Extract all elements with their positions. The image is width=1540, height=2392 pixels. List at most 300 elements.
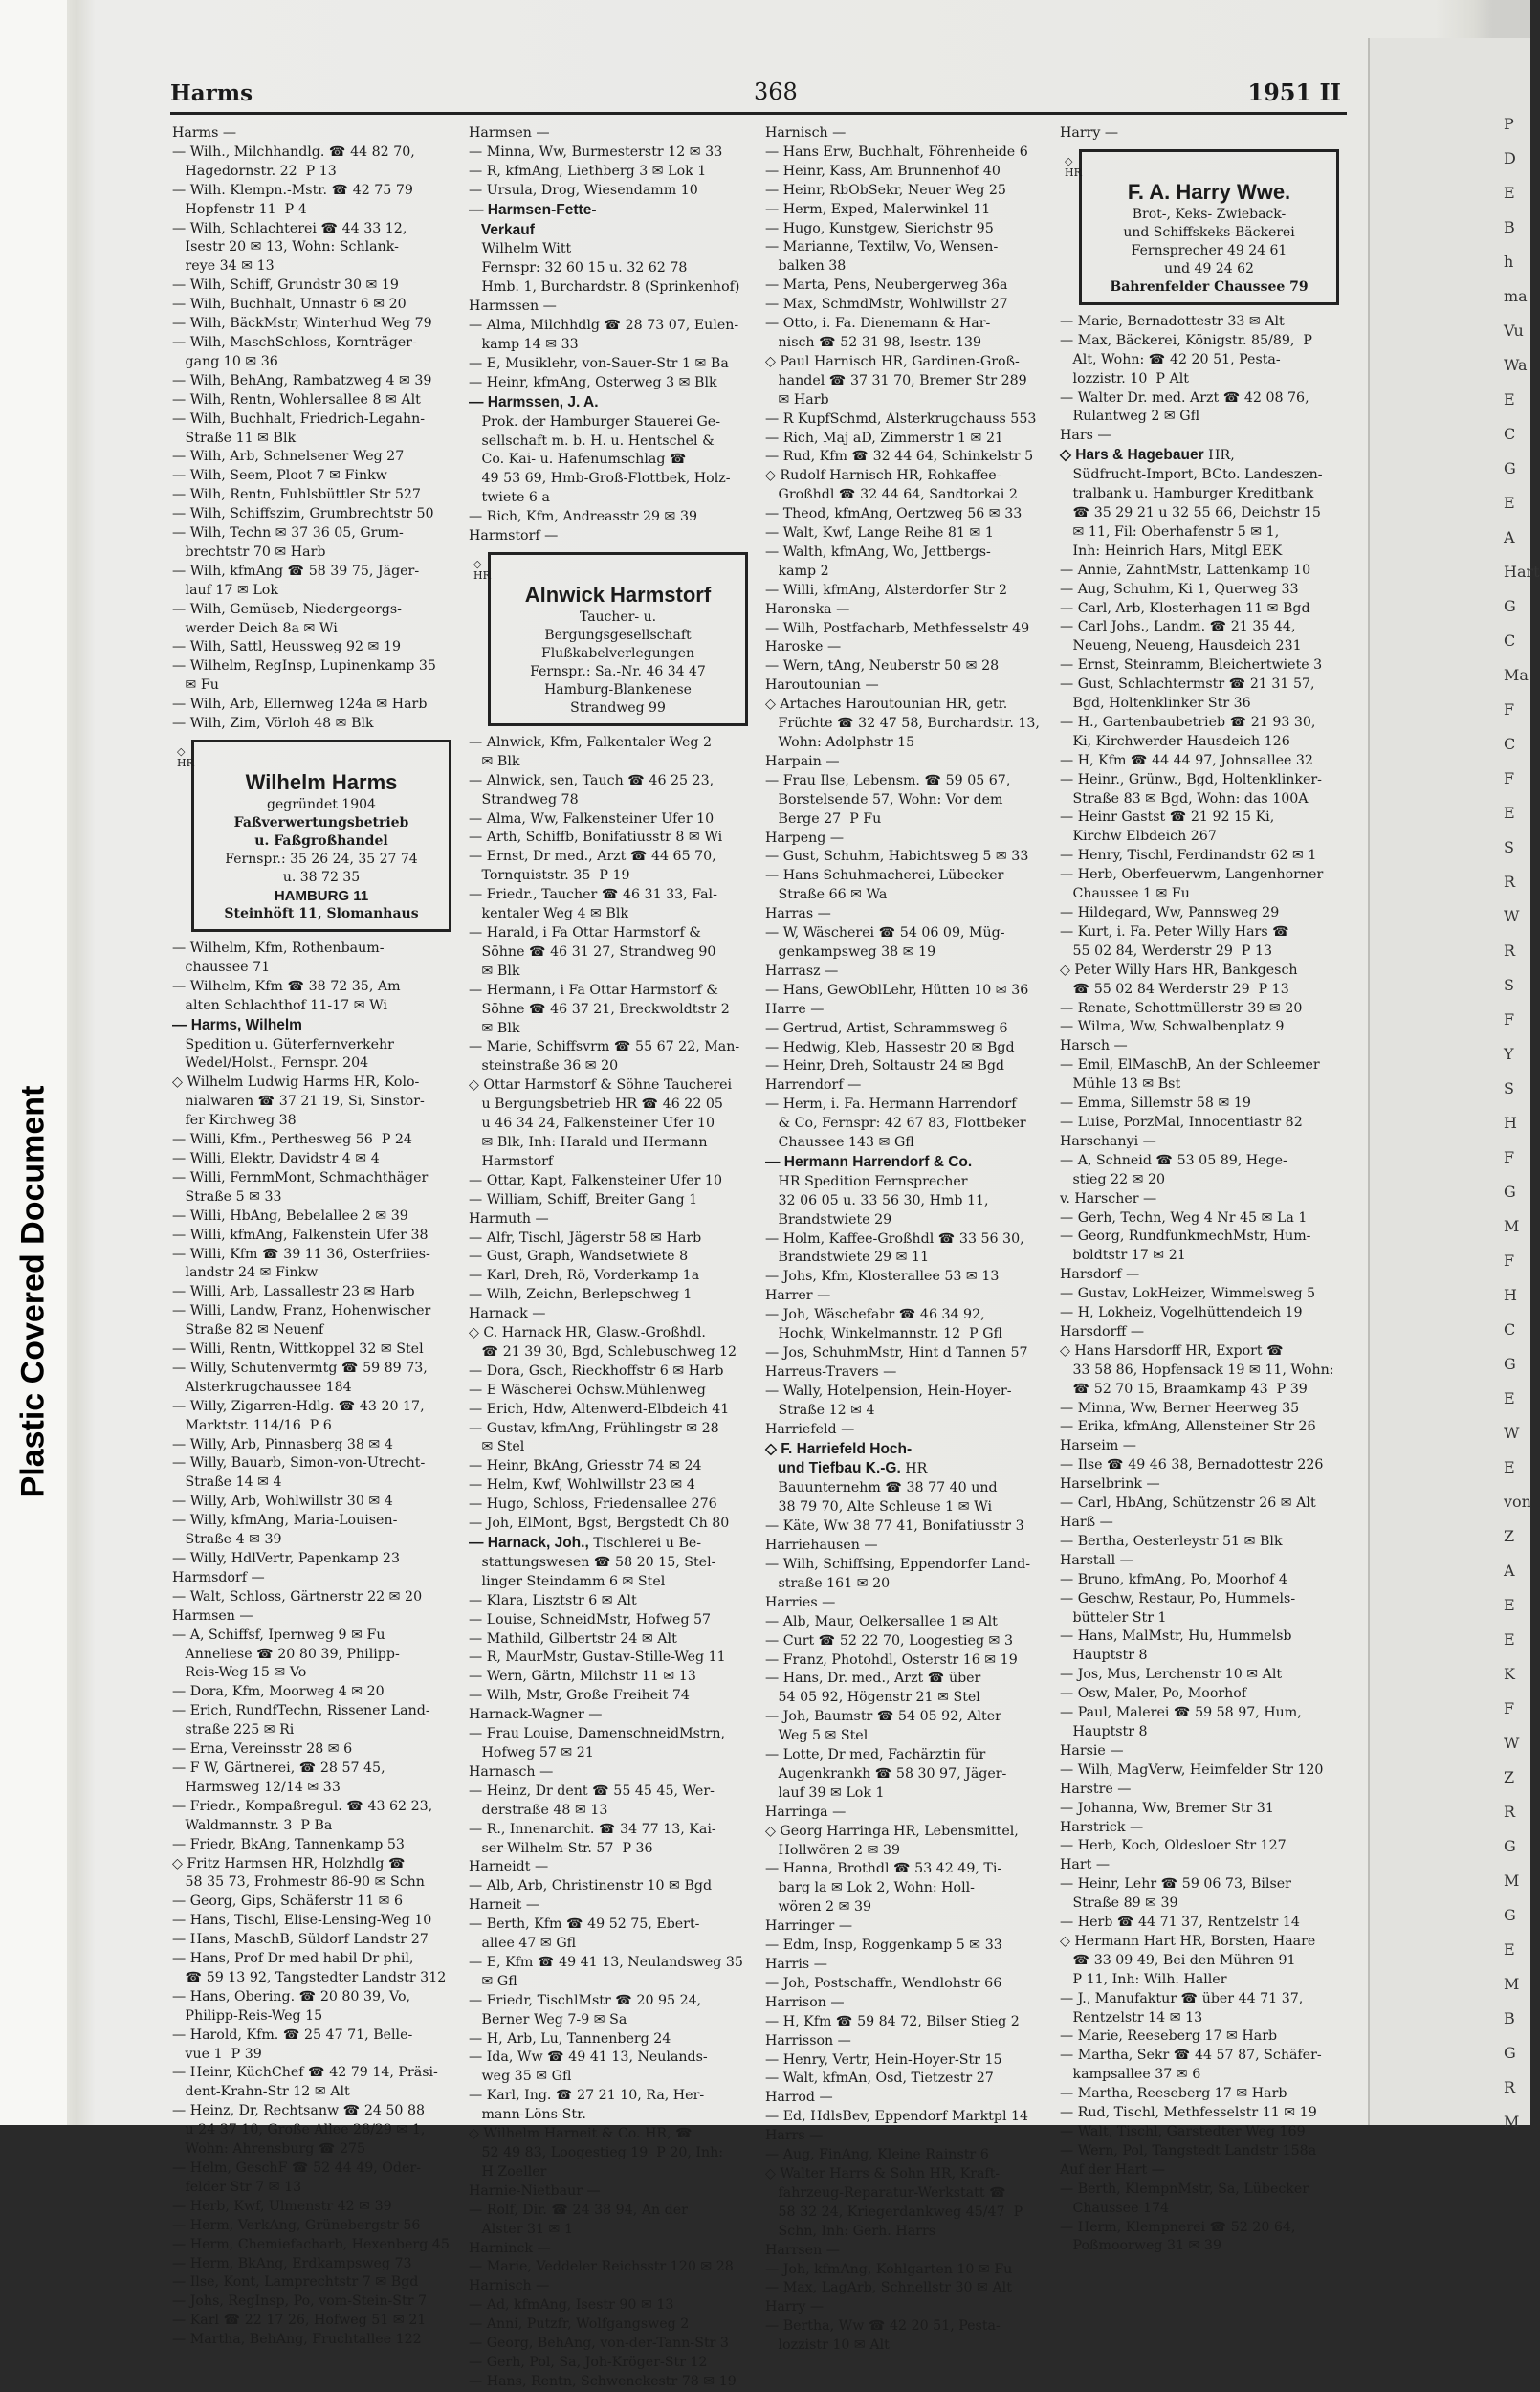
directory-entry-line: — Gustav, kfmAng, Frühlingstr ✉ 28 <box>469 1420 719 1436</box>
directory-entry-line: Harrasz — <box>765 963 839 979</box>
directory-entry-line: — Wilh, Techn ✉ 37 36 05, Grum- <box>172 525 404 542</box>
directory-entry-line: — Franz, Photohdl, Osterstr 16 ✉ 19 <box>765 1651 1018 1668</box>
directory-entry-line: — Willi, Rentn, Wittkoppel 32 ✉ Stel <box>172 1341 424 1358</box>
directory-entry-line: — Heinr., Grünw., Bgd, Holtenklinker- <box>1060 771 1322 787</box>
directory-entry-line: Straße 82 ✉ Neuenf <box>172 1322 324 1339</box>
directory-entry-line: Borstelsende 57, Wohn: Vor dem <box>765 791 1003 808</box>
directory-entry-line: 32 06 05 u. 33 56 30, Hmb 11, <box>765 1192 989 1208</box>
next-page-fragment: M <box>1504 1217 1520 1235</box>
directory-entry-line: — Wilh, MagVerw, Heimfelder Str 120 <box>1060 1761 1324 1778</box>
directory-entry-line: — Heinr, Kass, Am Brunnenhof 40 <box>765 163 1001 179</box>
directory-entry-line: kentaler Weg 4 ✉ Blk <box>469 906 628 922</box>
directory-entry-line <box>469 393 748 413</box>
directory-entry-line: — Johs, RegInsp, Po, vom-Stein-Str 7 <box>172 2293 428 2310</box>
directory-entry-line: Harmsdorf — <box>172 1569 265 1585</box>
directory-entry-line: 55 02 84, Werderstr 29 P 13 <box>1060 942 1273 959</box>
next-page-fragment: Y <box>1504 1045 1514 1063</box>
directory-entry-line: Harms — <box>172 125 237 141</box>
directory-entry-line: — Wern, tAng, Neuberstr 50 ✉ 28 <box>765 658 1000 675</box>
directory-entry-line: — Marta, Pens, Neubergerweg 36a <box>765 277 1008 294</box>
directory-entry-line: Harre — <box>765 1001 825 1017</box>
directory-entry-line: — E Wäscherei Ochsw.Mühlenweg <box>469 1382 706 1398</box>
firm-name: ◇ F. Harriefeld Hoch- <box>765 1440 913 1457</box>
directory-entry-line: handel ☎ 37 31 70, Bremer Str 289 <box>765 372 1027 388</box>
directory-entry-line: — Wilh, Schlachterei ☎ 44 33 12, <box>172 220 407 236</box>
advertisement-line: Flußkabelverlegungen <box>540 645 695 661</box>
advertisement-box <box>177 740 451 932</box>
directory-entry-line: — Bruno, kfmAng, Po, Moorhof 4 <box>1060 1571 1287 1587</box>
next-page-fragment: Ma <box>1504 666 1529 684</box>
next-page-fragment: R <box>1504 873 1516 891</box>
directory-entry-line: Harriehausen — <box>765 1538 878 1554</box>
directory-entry-line: Haroske — <box>765 639 842 655</box>
directory-entry-line: — Heinr, Dreh, Soltaustr 24 ✉ Bgd <box>765 1058 1005 1074</box>
directory-entry-line: — Marie, Bernadottestr 33 ✉ Alt <box>1060 313 1285 329</box>
directory-entry-line: — Lotte, Dr med, Fachärztin für <box>765 1747 986 1763</box>
directory-entry-line: chaussee 71 <box>172 959 271 975</box>
directory-entry-line: — Marie, Veddeler Reichsstr 120 ✉ 28 <box>469 2259 734 2275</box>
directory-entry-line: — Mathild, Gilbertstr 24 ✉ Alt <box>469 1630 677 1647</box>
directory-entry-line: derstraße 48 ✉ 13 <box>469 1802 608 1818</box>
next-page-fragment: B <box>1504 2009 1515 2027</box>
advertisement-line: Alnwick Harmstorf <box>524 582 712 607</box>
directory-entry-line: — W, Wäscherei ☎ 54 06 09, Müg- <box>765 925 1005 941</box>
directory-entry-line: ✉ Fu <box>172 677 219 694</box>
directory-entry-line: — Wilh, Rentn, Fuhlsbüttler Str 527 <box>172 487 421 503</box>
next-page-fragment: C <box>1504 1320 1516 1339</box>
directory-page <box>143 53 1349 2389</box>
directory-entry-line: — Alma, Ww, Falkensteiner Ufer 10 <box>469 810 715 827</box>
advertisement-line: Hamburg-Blankenese <box>544 681 692 698</box>
directory-entry-line: — Wilhelm, RegInsp, Lupinenkamp 35 <box>172 658 436 675</box>
directory-entry-line: — Herb ☎ 44 71 37, Rentzelstr 14 <box>1060 1915 1300 1931</box>
directory-entry-line: — Hans, Tischl, Elise-Lensing-Weg 10 <box>172 1913 432 1929</box>
directory-entry-line: Hofweg 57 ✉ 21 <box>469 1744 594 1761</box>
directory-entry-line: ✉ Blk <box>469 753 520 769</box>
directory-entry-line: — Dora, Kfm, Moorweg 4 ✉ 20 <box>172 1684 385 1700</box>
directory-entry-line: Wohn: Ahrensburg ☎ 275 <box>172 2141 366 2158</box>
directory-entry-line: genkampsweg 38 ✉ 19 <box>765 943 936 960</box>
directory-entry-line: — H, Arb, Lu, Tannenberg 24 <box>469 2030 671 2047</box>
advertisement-line: Taucher- u. <box>579 609 657 625</box>
directory-entry-line: — Wilh, BehAng, Rambatzweg 4 ✉ 39 <box>172 372 432 388</box>
directory-entry-line: — Wilh, Schiff, Grundstr 30 ✉ 19 <box>172 277 399 294</box>
next-page-fragment: F <box>1504 1148 1515 1166</box>
next-page-fragment: S <box>1504 838 1514 856</box>
directory-entry-line: Harnasch — <box>469 1763 554 1780</box>
directory-entry-line: Harschanyi — <box>1060 1133 1156 1149</box>
directory-entry-line: — Herb, Kwf, Ulmenstr 42 ✉ 39 <box>172 2198 392 2214</box>
next-page-fragment: C <box>1504 631 1516 650</box>
next-page-fragment: R <box>1504 2078 1516 2096</box>
next-page-fragment: G <box>1504 1906 1516 1924</box>
directory-entry-line: Hagedornstr. 22 P 13 <box>172 163 337 179</box>
directory-entry-line: — Willi, HbAng, Bebelallee 2 ✉ 39 <box>172 1207 408 1224</box>
directory-entry-line: — Bertha, Ww ☎ 42 20 51, Pesta- <box>765 2318 1001 2335</box>
directory-entry-line: — Jos, Mus, Lerchenstr 10 ✉ Alt <box>1060 1667 1283 1683</box>
directory-entry-line: Alt, Wohn: ☎ 42 20 51, Pesta- <box>1060 351 1281 367</box>
directory-entry-line: Neueng, Neueng, Hausdeich 231 <box>1060 638 1302 654</box>
directory-entry-line: — R, kfmAng, Liethberg 3 ✉ Lok 1 <box>469 163 707 179</box>
directory-entry-line: — Helm, Kwf, Wohlwillstr 23 ✉ 4 <box>469 1477 695 1494</box>
directory-entry-line: Harrsen — <box>765 2242 840 2258</box>
directory-entry-line: — Hans Erw, Buchhalt, Föhrenheide 6 <box>765 144 1028 160</box>
directory-entry-line: lozzistr 10 ✉ Alt <box>765 2337 890 2354</box>
directory-entry-line: — Herb, Oberfeuerwm, Langenhorner <box>1060 867 1324 883</box>
directory-entry-line: ◇ Artaches Haroutounian HR, getr. <box>765 697 1008 713</box>
directory-entry-line: — Willy, Arb, Wohlwillstr 30 ✉ 4 <box>172 1494 393 1510</box>
directory-entry-line: — Ernst, Dr med., Arzt ☎ 44 65 70, <box>469 849 716 865</box>
directory-entry-line: Straße 66 ✉ Wa <box>765 887 888 903</box>
directory-entry-line: ◇ Fritz Harmsen HR, Holzhdlg ☎ <box>172 1855 406 1872</box>
next-page-fragment: C <box>1504 425 1516 443</box>
next-page-fragment: Wa <box>1504 356 1528 374</box>
year-volume: 1951 II <box>1247 78 1341 106</box>
directory-entry-line: — Willi, Elektr, Davidstr 4 ✉ 4 <box>172 1150 380 1166</box>
directory-entry-line: — Walt, Kwf, Lange Reihe 81 ✉ 1 <box>765 525 994 542</box>
directory-entry-line: — Herm, Exped, Malerwinkel 11 <box>765 201 991 217</box>
directory-entry-line: — Geschw, Restaur, Po, Hummels- <box>1060 1590 1296 1606</box>
directory-entry-line: — Harold, Kfm. ☎ 25 47 71, Belle- <box>172 2027 413 2043</box>
directory-entry-line: Harrer — <box>765 1288 831 1304</box>
next-page-fragment: G <box>1504 2044 1516 2062</box>
directory-entry-line: — Paul, Malerei ☎ 59 58 97, Hum, <box>1060 1705 1302 1721</box>
directory-entry-line: — Hans, GewOblLehr, Hütten 10 ✉ 36 <box>765 982 1029 998</box>
directory-entry-line: Chaussee 143 ✉ Gfl <box>765 1135 914 1151</box>
directory-entry-line: — Herb, Koch, Oldesloer Str 127 <box>1060 1838 1287 1854</box>
directory-entry-line: — Wilh, Gemüseb, Niedergeorgs- <box>172 601 402 617</box>
directory-entry-line: v. Harscher — <box>1060 1190 1157 1207</box>
directory-entry-line: Reis-Weg 15 ✉ Vo <box>172 1665 307 1681</box>
directory-entry-line: gang 10 ✉ 36 <box>172 353 278 369</box>
directory-entry-line: — Wilh, Seem, Ploot 7 ✉ Finkw <box>172 468 387 484</box>
directory-entry-line: ☎ 52 70 15, Braamkamp 43 P 39 <box>1060 1381 1308 1397</box>
directory-entry-line: — Wilh, Postfacharb, Methfesselstr 49 <box>765 620 1030 636</box>
directory-entry-line: — Willy, Bauarb, Simon-von-Utrecht- <box>172 1455 426 1472</box>
directory-entry-line: Auf der Hart — <box>1060 2161 1165 2178</box>
directory-entry-line: — Martha, BehAng, Fruchtallee 122 <box>172 2332 422 2348</box>
directory-entry-line: Harmsen — <box>172 1607 253 1624</box>
directory-entry-line: barg la ✉ Lok 2, Wohn: Holl- <box>765 1880 975 1896</box>
directory-entry-line: — Jos, SchuhmMstr, Hint d Tannen 57 <box>765 1345 1028 1361</box>
next-page-fragment: Hart <box>1504 563 1540 581</box>
directory-entry-line: — Luise, PorzMal, Innocentiastr 82 <box>1060 1114 1303 1130</box>
directory-entry-line: ☎ 55 02 84 Werderstr 29 P 13 <box>1060 981 1289 997</box>
directory-entry-line: straße 161 ✉ 20 <box>765 1575 891 1591</box>
next-page-fragment: F <box>1504 1251 1515 1270</box>
advertisement-line: Faßverwertungsbetrieb <box>233 815 409 831</box>
next-page-fragment: H <box>1504 1286 1517 1304</box>
directory-entry-line: — Heinr, kfmAng, Osterweg 3 ✉ Blk <box>469 374 717 390</box>
next-page-fragment: F <box>1504 769 1515 787</box>
next-page-fragment: E <box>1504 1458 1515 1476</box>
directory-entry-line: — Georg, Gips, Schäferstr 11 ✉ 6 <box>172 1894 404 1910</box>
directory-entry-line: — Willi, Arb, Lassallestr 23 ✉ Harb <box>172 1284 415 1300</box>
next-page-fragment: E <box>1504 1940 1515 1959</box>
column-4 <box>1060 124 1339 2256</box>
directory-entry-line: Wohn: Adolphstr 15 <box>765 735 915 750</box>
directory-entry-line: — Curt ☎ 52 22 70, Loogestieg ✉ 3 <box>765 1632 1013 1649</box>
directory-entry-line: ◇ Wilhelm Ludwig Harms HR, Kolo- <box>172 1074 420 1091</box>
next-page-fragment: S <box>1504 1079 1514 1097</box>
directory-entry-line: — Hugo, Kunstgew, Sierichstr 95 <box>765 220 994 236</box>
page-number: 368 <box>754 78 798 105</box>
directory-entry-line: — Carl Johs., Landm. ☎ 21 35 44, <box>1060 619 1296 635</box>
directory-entry-line: — Renate, Schottmüllerstr 39 ✉ 20 <box>1060 1000 1303 1016</box>
directory-entry-line: Harstall — <box>1060 1552 1133 1568</box>
directory-entry-line: — Wally, Hotelpension, Hein-Hoyer- <box>765 1383 1012 1399</box>
directory-entry-line: werder Deich 8a ✉ Wi <box>172 620 338 636</box>
directory-entry-line: lauf 39 ✉ Lok 1 <box>765 1784 885 1801</box>
directory-entry-line: — Karl ☎ 22 17 26, Hofweg 51 ✉ 21 <box>172 2313 427 2329</box>
directory-entry-line: — Wern, Pol, Tangstedt Landstr 158a <box>1060 2142 1317 2159</box>
directory-entry-line: Straße 4 ✉ 39 <box>172 1532 282 1548</box>
directory-entry-line: Harpeng — <box>765 830 845 846</box>
directory-entry-line: ◇ Peter Willy Hars HR, Bankgesch <box>1060 962 1298 978</box>
directory-entry-line: — Rud, Tischl, Methfesselstr 11 ✉ 19 <box>1060 2105 1317 2121</box>
directory-entry-line: Harmsen — <box>469 125 550 141</box>
directory-entry-line: Harry — <box>765 2299 825 2315</box>
directory-entry-line: Harringer — <box>765 1918 853 1935</box>
directory-entry-line: Bgd, Holtenklinker Str 36 <box>1060 696 1251 712</box>
advertisement-line: Bahrenfelder Chaussee 79 <box>1110 278 1309 295</box>
directory-entry-line: — Wilh, Schiffszim, Grumbrechtstr 50 <box>172 506 434 522</box>
next-page-fragment: F <box>1504 1699 1515 1717</box>
directory-entry-line: balken 38 <box>765 258 847 275</box>
directory-entry-line: — Wilh, Zeichn, Berlepschweg 1 <box>469 1287 693 1303</box>
directory-entry-line: H Zoeller <box>469 2163 547 2180</box>
hr-register-mark: ◇ HR <box>473 557 491 582</box>
directory-entry-line: — Wilh, Buchhalt, Friedrich-Legahn- <box>172 410 426 427</box>
directory-entry-line: — Käte, Ww 38 77 41, Bonifatiusstr 3 <box>765 1518 1024 1535</box>
directory-entry-line: — Kurt, i. Fa. Peter Willy Hars ☎ <box>1060 923 1289 940</box>
next-page-fragment: E <box>1504 184 1515 202</box>
directory-entry-line: 49 53 69, Hmb-Groß-Flottbek, Holz- <box>469 471 731 487</box>
directory-entry-line: — Wilh. Klempn.-Mstr. ☎ 42 75 79 <box>172 182 413 198</box>
directory-entry-line: ☎ 21 39 30, Bgd, Schlebuschweg 12 <box>469 1343 737 1360</box>
directory-entry-line: Hauptstr 8 <box>1060 1723 1148 1739</box>
directory-entry-line: Brandstwiete 29 ✉ 11 <box>765 1250 930 1266</box>
directory-entry-line: Harmuth — <box>469 1210 549 1227</box>
directory-entry-line: Hochk, Winkelmannstr. 12 P Gfl <box>765 1326 1003 1342</box>
directory-entry-line: — Theod, kfmAng, Oertzweg 56 ✉ 33 <box>765 506 1023 522</box>
directory-entry-line: 52 49 83, Loogestieg 19 P 20, Inh: <box>469 2145 724 2160</box>
directory-entry-line: Alster 31 ✉ 1 <box>469 2221 573 2237</box>
directory-entry-line: — Wilh, BäckMstr, Winterhud Weg 79 <box>172 316 432 332</box>
next-page-fragment: ma <box>1504 287 1528 305</box>
directory-entry-line: — Gust, Graph, Wandsetwiete 8 <box>469 1249 689 1265</box>
directory-entry-line: — Wilh, MaschSchloss, Kornträger- <box>172 334 417 350</box>
directory-entry-line: Harsdorf — <box>1060 1267 1140 1283</box>
directory-entry-line: — Walt, Schloss, Gärtnerstr 22 ✉ 20 <box>172 1588 423 1605</box>
directory-entry-line: — Rud, Kfm ☎ 32 44 64, Schinkelstr 5 <box>765 449 1034 465</box>
next-page-fragment: P <box>1504 115 1514 133</box>
advertisement-line: Wilhelm Harms <box>245 770 398 794</box>
directory-entry-line: tralbank u. Hamburger Kreditbank <box>1060 486 1314 502</box>
directory-entry-line: — Herm, BkAng, Erdkampsweg 73 <box>172 2255 412 2271</box>
directory-entry-line: Hart — <box>1060 1857 1111 1873</box>
directory-entry-line: ☎ 35 29 21 u 32 55 66, Deichstr 15 <box>1060 504 1321 520</box>
next-page-fragment: E <box>1504 804 1515 822</box>
next-page-fragment: C <box>1504 735 1516 753</box>
next-page-fragment: R <box>1504 941 1516 960</box>
directory-entry-line: dent-Krahn-Str 12 ✉ Alt <box>172 2084 350 2100</box>
directory-entry-line: Harß — <box>1060 1515 1113 1530</box>
directory-entry-line: Harnisch — <box>469 2278 550 2294</box>
directory-entry-line: — Willi, Kfm ☎ 39 11 36, Osterfriies- <box>172 1246 430 1262</box>
directory-entry-line: — R., Innenarchit. ☎ 34 77 13, Kai- <box>469 1821 716 1837</box>
directory-entry-line: Schn, Inh: Gerh. Harrs <box>765 2223 936 2239</box>
directory-entry-line: und Tiefbau K.-G. HR <box>765 1460 928 1477</box>
directory-entry-line: — Martha, Reeseberg 17 ✉ Harb <box>1060 2086 1287 2102</box>
directory-entry-line: — Wilh., Milchhandlg. ☎ 44 82 70, <box>172 144 415 160</box>
directory-entry-line: — Arth, Schiffb, Bonifatiusstr 8 ✉ Wi <box>469 830 723 846</box>
directory-entry-line: ◇ Rudolf Harnisch HR, Rohkaffee- <box>765 468 1001 484</box>
directory-entry-line: — Max, SchmdMstr, Wohlwillstr 27 <box>765 297 1008 313</box>
advertisement-line: gegründet 1904 <box>267 797 376 812</box>
directory-entry-line: ✉ Stel <box>469 1439 525 1455</box>
next-page-fragment: A <box>1504 528 1515 546</box>
directory-entry-line: — Johs, Kfm, Klosterallee 53 ✉ 13 <box>765 1269 1000 1285</box>
directory-entry-line: — Alnwick, Kfm, Falkentaler Weg 2 <box>469 734 713 750</box>
directory-entry-line: ◇ Wilhelm Harneit & Co. HR, ☎ <box>469 2126 693 2142</box>
directory-entry-line: ◇ C. Harnack HR, Glasw.-Großhdl. <box>469 1325 706 1341</box>
directory-entry-line: — Holm, Kaffee-Großhdl ☎ 33 56 30, <box>765 1230 1024 1247</box>
next-page-fragment: h <box>1504 253 1514 271</box>
directory-entry-line: mann-Löns-Str. <box>469 2107 586 2123</box>
directory-entry-line: Hmb. 1, Burchardstr. 8 (Sprinkenhof) <box>469 279 740 296</box>
directory-entry-line: — Alfr, Tischl, Jägerstr 58 ✉ Harb <box>469 1229 702 1246</box>
directory-entry-line: Hollwören 2 ✉ 39 <box>765 1842 901 1858</box>
directory-entry-line: — Heinr, KüchChef ☎ 42 79 14, Präsi- <box>172 2065 438 2081</box>
directory-entry-line: Harnack — <box>469 1306 546 1322</box>
directory-entry-line: — H, Kfm ☎ 44 44 97, Johnsallee 32 <box>1060 752 1313 768</box>
directory-entry-line: Inh: Heinrich Hars, Mitgl EEK <box>1060 543 1283 559</box>
directory-entry-line: — Ilse ☎ 49 46 38, Bernadottestr 226 <box>1060 1457 1324 1473</box>
directory-entry-line: — Joh, Baumstr ☎ 54 05 92, Alter <box>765 1709 1001 1725</box>
directory-entry-line: ◇ Hermann Hart HR, Borsten, Haare <box>1060 1933 1316 1949</box>
directory-entry-line: Chaussee 174 <box>1060 2200 1170 2216</box>
directory-entry-line: — Willy, Zigarren-Hdlg. ☎ 43 20 17, <box>172 1398 425 1414</box>
directory-entry-line: Harrisson — <box>765 2032 851 2049</box>
next-page-fragment: E <box>1504 494 1515 512</box>
directory-entry-line: — Hedwig, Kleb, Hassestr 20 ✉ Bgd <box>765 1039 1015 1055</box>
advertisement-line: F. A. Harry Wwe. <box>1127 179 1291 204</box>
directory-entry-line: — Herm, Chemiefacharb, Hexenberg 45 <box>172 2236 450 2252</box>
directory-entry-line: Tornquiststr. 35 P 19 <box>469 868 630 884</box>
next-page-fragment: E <box>1504 1596 1515 1614</box>
directory-entry-line: — Georg, BehAng, von-der-Tann-Str 3 <box>469 2336 729 2352</box>
firm-name: — Harnack, Joh., <box>469 1535 589 1551</box>
directory-entry-line: — Wilh, Rentn, Wohlersallee 8 ✉ Alt <box>172 391 421 408</box>
directory-entry-line: Harninck — <box>469 2240 551 2256</box>
directory-entry-line: — Ernst, Steinramm, Bleichertwiete 3 <box>1060 657 1323 674</box>
advertisement-line: Fernspr.: 35 26 24, 35 27 74 <box>225 852 418 867</box>
directory-entry-line: Haronska — <box>765 601 850 617</box>
directory-entry-line: — Max, Bäckerei, Königstr. 85/89, P <box>1060 332 1312 348</box>
directory-entry-line: ◇ Ottar Harmstorf & Söhne Taucherei <box>469 1077 733 1094</box>
directory-entry-line: Harmstorf <box>469 1153 554 1169</box>
directory-entry-line: Brandstwiete 29 <box>765 1211 892 1228</box>
directory-entry-line: Harsdorff — <box>1060 1323 1145 1340</box>
directory-entry-line: bütteler Str 1 <box>1060 1609 1167 1626</box>
directory-entry-line: kamp 14 ✉ 33 <box>469 336 579 352</box>
column-2 <box>469 124 748 2392</box>
directory-entry-line: Harringa — <box>765 1804 847 1820</box>
directory-entry-line: Harseim — <box>1060 1438 1136 1454</box>
next-page-fragment: G <box>1504 459 1516 477</box>
directory-entry-line: Spedition u. Güterfernverkehr <box>172 1036 394 1052</box>
directory-entry-line: — Willy, kfmAng, Maria-Louisen- <box>172 1513 398 1529</box>
next-page-fragment: E <box>1504 390 1515 409</box>
directory-entry-line: Harrs — <box>765 2128 824 2144</box>
directory-entry-line: — Harald, i Fa Ottar Harmstorf & <box>469 925 701 941</box>
directory-entry-line: Harmstorf — <box>469 528 559 544</box>
directory-entry-line: — Hans, Dr. med., Arzt ☎ über <box>765 1671 981 1687</box>
advertisement-line: Strandweg 99 <box>570 699 666 716</box>
directory-entry-line: P 11, Inh: Wilh. Haller <box>1060 1971 1227 1987</box>
firm-name: — Hermann Harrendorf & Co. <box>765 1153 973 1170</box>
directory-entry-line: — Hildegard, Ww, Pannsweg 29 <box>1060 905 1280 920</box>
directory-entry-line: — Marie, Reeseberg 17 ✉ Harb <box>1060 2028 1278 2045</box>
directory-entry-line: Mühle 13 ✉ Bst <box>1060 1076 1181 1093</box>
directory-entry-line: u 46 34 24, Falkensteiner Ufer 10 <box>469 1116 715 1132</box>
directory-entry-line: — F W, Gärtnerei, ☎ 28 57 45, <box>172 1760 385 1776</box>
directory-entry-line: — Bertha, Oesterleystr 51 ✉ Blk <box>1060 1533 1283 1549</box>
advertisement-line: u. Faßgroßhandel <box>254 833 388 849</box>
advertisement-box <box>1065 149 1339 305</box>
next-page-fragment: B <box>1504 218 1515 236</box>
directory-entry-line: Söhne ☎ 46 31 27, Strandweg 90 <box>469 943 716 960</box>
column-3 <box>765 124 1045 2356</box>
directory-entry-line: Harsie — <box>1060 1742 1124 1759</box>
directory-entry-line: — Wilhelm, Kfm ☎ 38 72 35, Am <box>172 978 401 994</box>
directory-entry-line: ✉ Blk <box>469 1020 520 1036</box>
directory-entry-line: — Walter Dr. med. Arzt ☎ 42 08 76, <box>1060 389 1309 406</box>
directory-entry-line: HR Spedition Fernsprecher <box>765 1173 968 1189</box>
directory-entry-line: — Alnwick, sen, Tauch ☎ 46 25 23, <box>469 772 715 788</box>
directory-entry-line: ◇ Walter Harrs & Sohn HR, Kraft- <box>765 2165 1001 2182</box>
next-page-fragment: M <box>1504 1872 1520 1890</box>
directory-entry-line: Harrod — <box>765 2090 833 2106</box>
directory-entry-line: ✉ 11, Fil: Oberhafenstr 5 ✉ 1, <box>1060 523 1280 540</box>
directory-entry-line: — H., Gartenbaubetrieb ☎ 21 93 30, <box>1060 714 1316 730</box>
directory-entry-line: — Minna, Ww, Berner Heerweg 35 <box>1060 1400 1300 1416</box>
directory-entry-line: — Martha, Sekr ☎ 44 57 87, Schäfer- <box>1060 2048 1322 2064</box>
next-page-fragment: Z <box>1504 1768 1515 1786</box>
directory-entry-line: Harrendorf — <box>765 1077 862 1094</box>
directory-entry-line: — Heinr Gastst ☎ 21 92 15 Ki, <box>1060 809 1275 826</box>
directory-entry-line: — Wilh, Arb, Ellernweg 124a ✉ Harb <box>172 697 428 713</box>
directory-entry-line: 54 05 92, Högenstr 21 ✉ Stel <box>765 1690 980 1706</box>
directory-entry-line: — Alb, Arb, Christinenstr 10 ✉ Bgd <box>469 1878 713 1894</box>
directory-entry-line: linger Steindamm 6 ✉ Stel <box>469 1573 666 1589</box>
next-page-fragment: Vu <box>1504 321 1524 340</box>
directory-entry-line: — Wilh, kfmAng ☎ 58 39 75, Jäger- <box>172 563 420 579</box>
directory-entry-line: — Marianne, Textilw, Vo, Wensen- <box>765 239 999 255</box>
directory-entry-line: — Ilse, Kont, Lamprechtstr 7 ✉ Bgd <box>172 2274 419 2291</box>
directory-entry-line: — Joh, Wäschefabr ☎ 46 34 92, <box>765 1307 985 1323</box>
directory-entry-line: fer Kirchweg 38 <box>172 1113 297 1129</box>
directory-entry-line: landstr 24 ✉ Finkw <box>172 1265 319 1281</box>
directory-entry-line: — Willy, Arb, Pinnasberg 38 ✉ 4 <box>172 1436 393 1452</box>
directory-entry-line: Ki, Kirchwerder Hausdeich 126 <box>1060 733 1290 749</box>
directory-entry-line: Strandweg 78 <box>469 791 579 808</box>
directory-entry-line: Anneliese ☎ 20 80 39, Philipp- <box>172 1646 400 1662</box>
directory-entry-line: Waldmannstr. 3 P Ba <box>172 1817 333 1833</box>
directory-entry-line: — Emma, Sillemstr 58 ✉ 19 <box>1060 1096 1251 1112</box>
directory-entry-line: Harriefeld — <box>765 1421 855 1437</box>
